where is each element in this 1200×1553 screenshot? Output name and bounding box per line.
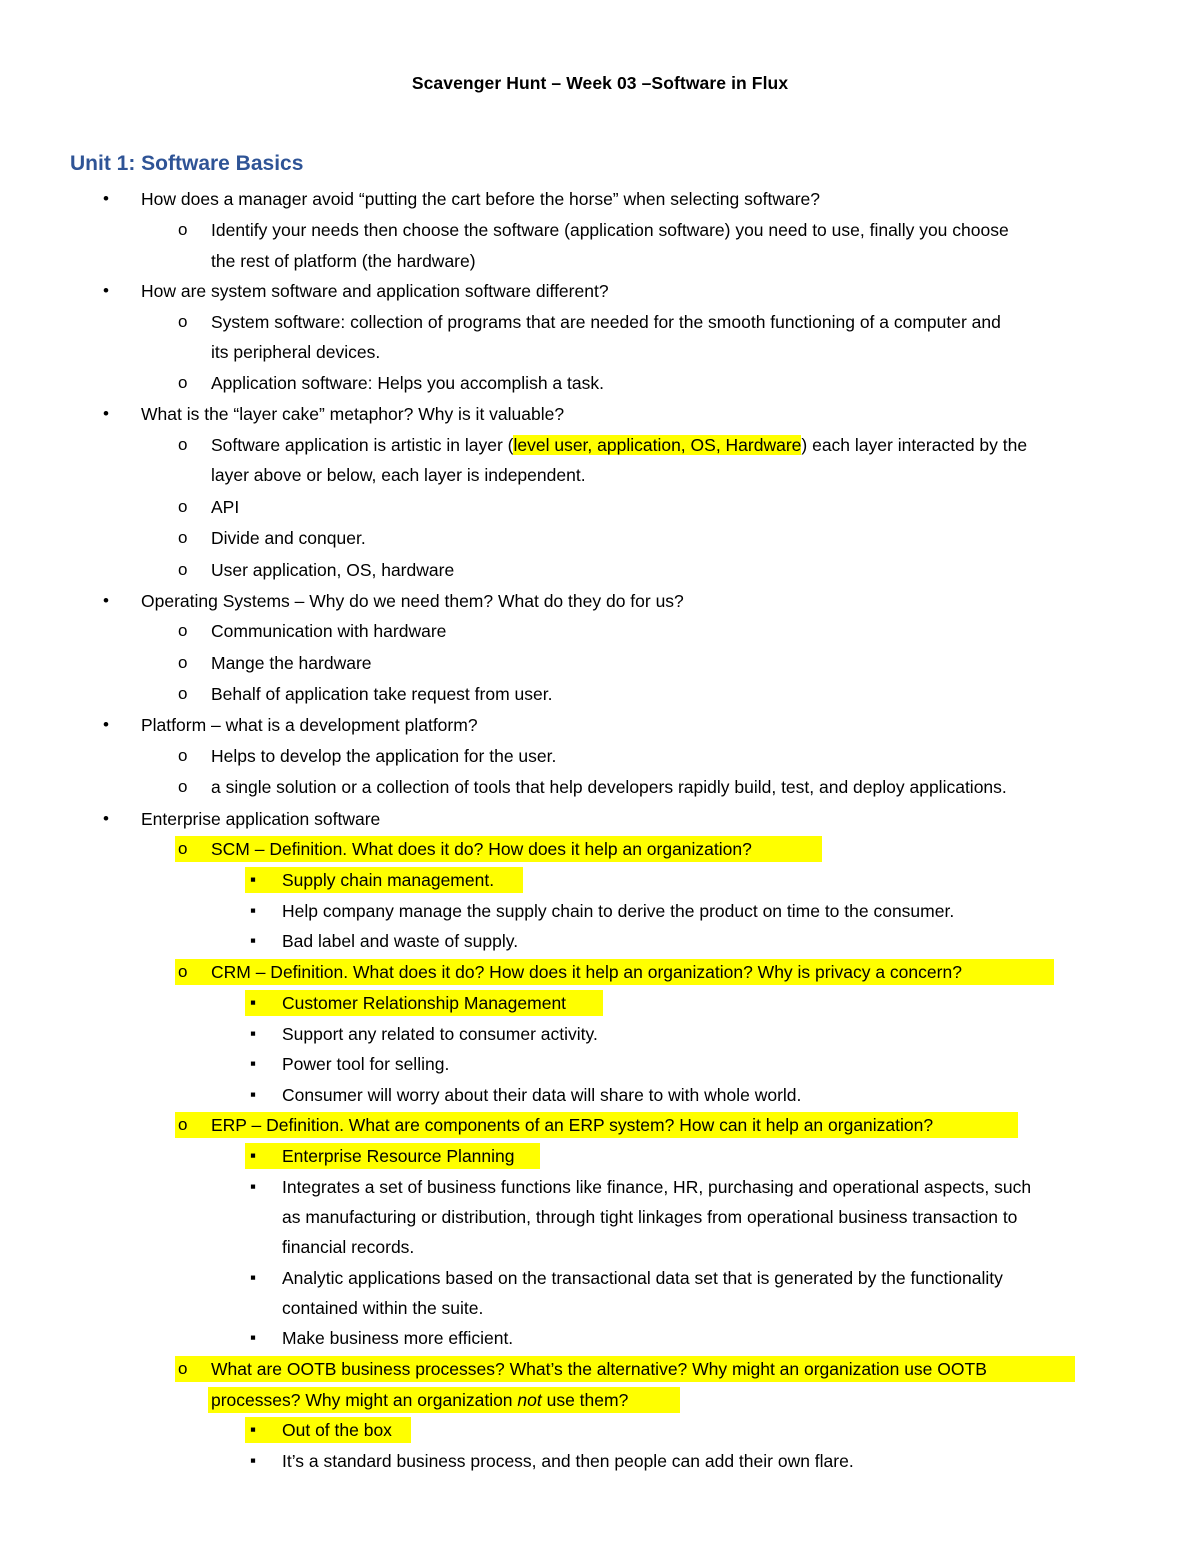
square-marker: ▪ [250, 1054, 257, 1073]
answer-text: a single solution or a collection of tools that help developers rapidly build, test, and deploy applications. [211, 777, 1007, 797]
circle-marker: o [178, 528, 188, 547]
answer-text: Support any related to consumer activity. [282, 1024, 598, 1044]
circle-marker: o [178, 653, 188, 672]
answer-text: Behalf of application take request from user. [211, 684, 553, 704]
bullet-marker: • [103, 189, 109, 208]
square-marker: ▪ [250, 901, 257, 920]
question-text: How are system software and application software different? [141, 281, 609, 301]
answer-text: Communication with hardware [211, 621, 447, 641]
answer-text-part: ) each layer interacted by the [801, 435, 1028, 455]
answer-text: the rest of platform (the hardware) [211, 251, 476, 271]
answer-text: Supply chain management. [282, 870, 495, 890]
answer-text [211, 433, 1027, 457]
circle-marker: o [178, 777, 188, 796]
sub-question-text: CRM – Definition. What does it do? How does it help an organization? Why is privacy a concern? [211, 962, 962, 982]
sub-question-part: processes? Why might an organization [211, 1390, 518, 1410]
emphasized-word: not [517, 1390, 542, 1410]
circle-marker: o [178, 746, 188, 765]
question-text: Enterprise application software [141, 809, 381, 829]
bullet-marker: • [103, 281, 109, 300]
square-marker: ▪ [250, 1177, 257, 1196]
answer-text: Mange the hardware [211, 653, 372, 673]
document-title: Scavenger Hunt – Week 03 –Software in Flux [411, 73, 789, 93]
circle-marker: o [178, 962, 188, 981]
answer-text: its peripheral devices. [211, 342, 381, 362]
answer-text: Bad label and waste of supply. [282, 931, 519, 951]
sub-question-text [211, 1388, 628, 1412]
square-marker: ▪ [250, 1328, 257, 1347]
circle-marker: o [178, 312, 188, 331]
answer-text: Identify your needs then choose the software (application software) you need to use, finally you choose [211, 220, 1009, 240]
circle-marker: o [178, 560, 188, 579]
answer-text: layer above or below, each layer is independent. [211, 465, 586, 485]
question-text: Platform – what is a development platform? [141, 715, 478, 735]
bullet-marker: • [103, 404, 109, 423]
circle-marker: o [178, 621, 188, 640]
answer-text: as manufacturing or distribution, through tight linkages from operational business transaction to [282, 1207, 1018, 1227]
square-marker: ▪ [250, 1146, 257, 1165]
sub-question-text: What are OOTB business processes? What’s the alternative? Why might an organization use OOTB [211, 1359, 987, 1379]
square-marker: ▪ [250, 931, 257, 950]
answer-text: contained within the suite. [282, 1298, 484, 1318]
question-text: What is the “layer cake” metaphor? Why is it valuable? [141, 404, 565, 424]
answer-text: Analytic applications based on the transactional data set that is generated by the functionality [282, 1268, 1003, 1288]
square-marker: ▪ [250, 870, 257, 889]
answer-text: Power tool for selling. [282, 1054, 450, 1074]
square-marker: ▪ [250, 1085, 257, 1104]
bullet-marker: • [103, 809, 109, 828]
circle-marker: o [178, 220, 188, 239]
question-text: How does a manager avoid “putting the cart before the horse” when selecting software? [141, 189, 820, 209]
bullet-marker: • [103, 591, 109, 610]
answer-text: User application, OS, hardware [211, 560, 455, 580]
square-marker: ▪ [250, 993, 257, 1012]
circle-marker: o [178, 435, 188, 454]
answer-text: It’s a standard business process, and then people can add their own flare. [282, 1451, 854, 1471]
square-marker: ▪ [250, 1451, 257, 1470]
answer-text: financial records. [282, 1237, 415, 1257]
answer-text: Make business more efficient. [282, 1328, 514, 1348]
answer-text: API [211, 497, 240, 517]
unit-heading: Unit 1: Software Basics [70, 152, 304, 175]
answer-text: Consumer will worry about their data will share to with whole world. [282, 1085, 802, 1105]
answer-text: Helps to develop the application for the user. [211, 746, 557, 766]
bullet-marker: • [103, 715, 109, 734]
answer-text: Out of the box [282, 1420, 392, 1440]
sub-question-text: ERP – Definition. What are components of an ERP system? How can it help an organization? [211, 1115, 934, 1135]
answer-text-part: Software application is artistic in layer ( [211, 435, 514, 455]
answer-text: Customer Relationship Management [282, 993, 567, 1013]
answer-text: Enterprise Resource Planning [282, 1146, 515, 1166]
answer-text: Help company manage the supply chain to derive the product on time to the consumer. [282, 901, 955, 921]
circle-marker: o [178, 373, 188, 392]
sub-question-part: use them? [541, 1390, 629, 1410]
question-text: Operating Systems – Why do we need them? What do they do for us? [141, 591, 684, 611]
answer-text: Divide and conquer. [211, 528, 366, 548]
answer-text: System software: collection of programs that are needed for the smooth functioning of a computer and [211, 312, 1001, 332]
square-marker: ▪ [250, 1268, 257, 1287]
circle-marker: o [178, 1359, 188, 1378]
circle-marker: o [178, 497, 188, 516]
square-marker: ▪ [250, 1420, 257, 1439]
circle-marker: o [178, 839, 188, 858]
answer-text: Integrates a set of business functions like finance, HR, purchasing and operational aspects, such [282, 1177, 1032, 1197]
highlighted-text: level user, application, OS, Hardware [513, 435, 802, 455]
sub-question-text: SCM – Definition. What does it do? How does it help an organization? [211, 839, 752, 859]
answer-text: Application software: Helps you accomplish a task. [211, 373, 604, 393]
square-marker: ▪ [250, 1024, 257, 1043]
circle-marker: o [178, 684, 188, 703]
circle-marker: o [178, 1115, 188, 1134]
